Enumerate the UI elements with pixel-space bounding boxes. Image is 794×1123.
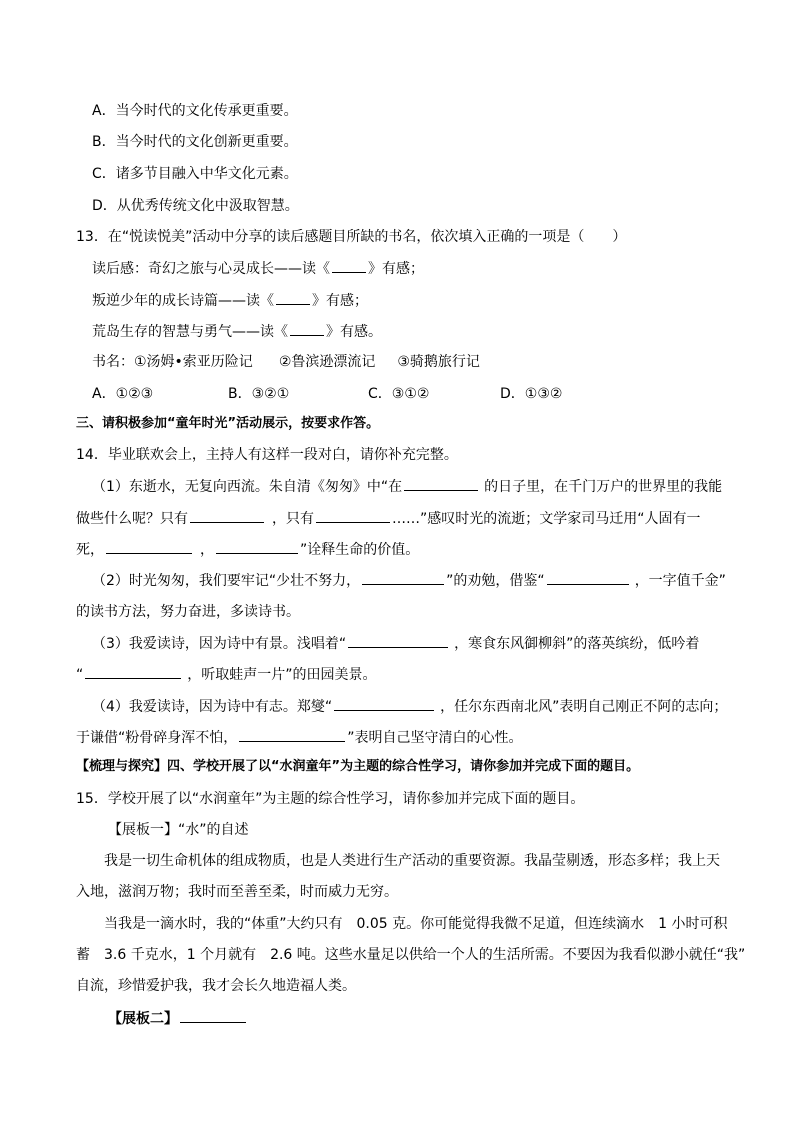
q13-line-1	[92, 258, 424, 279]
q14-p2-text-b: ”的劝勉，借鉴“	[446, 573, 545, 589]
q14-p1-text-g: ，	[200, 542, 214, 558]
q13-option-d: D．①③②	[500, 386, 563, 402]
q14-p3-text-c: “	[76, 667, 84, 683]
q13-book-1: ①汤姆•索亚历险记	[134, 354, 253, 370]
q14-blank-3[interactable]	[316, 508, 390, 523]
q14-p2-text-a: （2）时光匆匆，我们要牢记“少壮不努力，	[92, 573, 361, 589]
q14-blank-2[interactable]	[190, 508, 264, 523]
board-1-para-2-line-3: 自流，珍惜爱护我，我才会长久地造福人类。	[76, 978, 356, 994]
q14-p3-text-d: ，听取蛙声一片”的田园美景。	[187, 667, 377, 683]
q13-book-list	[92, 352, 480, 372]
q14-p1-text-b: 的日子里，在千门万户的世界里的我能	[484, 479, 723, 495]
q15-stem: 15．学校开展了以“水润童年”为主题的综合性学习，请你参加并完成下面的题目。	[76, 791, 585, 807]
board-2-blank[interactable]	[180, 1008, 246, 1023]
q14-blank-8[interactable]	[348, 633, 448, 648]
q14-part-1-line-3	[76, 539, 419, 560]
q14-blank-10[interactable]	[334, 696, 434, 711]
q14-p1-text-e: ……”感叹时光的流逝；文学家司马迁用“人固有一	[392, 511, 701, 527]
q13-book-2: ②鲁滨逊漂流记	[278, 354, 376, 370]
q13-line-3	[92, 321, 382, 342]
board-2-title: 【展板二】	[108, 1011, 178, 1027]
q13-option-a: A．①②③	[92, 386, 154, 402]
board-1-title: 【展板一】“水”的自述	[108, 822, 249, 838]
q12-option-a: A．当今时代的文化传承更重要。	[92, 103, 298, 119]
q14-blank-5[interactable]	[216, 539, 298, 554]
board-1-para-1-line-1: 我是一切生命机体的组成物质，也是人类进行生产活动的重要资源。我晶莹剔透，形态多样；我上天	[104, 853, 720, 869]
q12-option-c: C．诸多节目融入中华文化元素。	[92, 166, 298, 182]
q13-line-2	[92, 290, 368, 311]
q13-line-1-pre: 读后感：奇幻之旅与心灵成长——读《	[92, 261, 330, 277]
q13-blank-1[interactable]	[332, 258, 366, 273]
q13-line-1-post: 》有感；	[368, 261, 424, 277]
q14-p1-text-c: 做些什么呢？只有	[76, 511, 188, 527]
board-2-title-line	[108, 1008, 248, 1029]
board-1-para-1-line-2: 入地，滋润万物；我时而至善至柔，时而威力无穷。	[76, 884, 398, 900]
q14-blank-4[interactable]	[106, 539, 192, 554]
board-1-para-2-line-2: 蓄 3.6 千克水，1 个月就有 2.6 吨。这些水量足以供给一个人的生活所需。不要因为我看似渺小就任“我”	[76, 947, 746, 963]
q14-p4-text-d: ”表明自己坚守清白的心性。	[347, 730, 523, 746]
section-4-heading: 【梳理与探究】四、学校开展了以“水润童年”为主题的综合性学习，请你参加并完成下面的题目。	[76, 759, 640, 774]
q14-part-4-line-2	[76, 727, 523, 748]
q14-stem: 14．毕业联欢会上，主持人有这样一段对白，请你补充完整。	[76, 447, 458, 463]
q13-book-3: ③骑鹅旅行记	[397, 354, 480, 370]
q14-blank-6[interactable]	[362, 570, 444, 585]
q14-p3-text-b: ，寒食东风御柳斜”的落英缤纷，低吟着	[454, 636, 700, 652]
q14-blank-9[interactable]	[85, 664, 181, 679]
q14-part-4-line-1	[92, 696, 727, 717]
q14-p2-text-c: ，一字值千金”	[634, 573, 726, 589]
q14-p1-text-d: ，只有	[272, 511, 314, 527]
q14-part-1-line-2	[76, 508, 701, 529]
q14-part-3-line-2	[76, 664, 377, 685]
q12-option-d: D．从优秀传统文化中汲取智慧。	[92, 198, 299, 214]
q14-part-2-line-1	[92, 570, 726, 591]
section-3-heading: 三、请积极参加“童年时光”活动展示，按要求作答。	[76, 416, 380, 431]
q14-blank-7[interactable]	[547, 570, 629, 585]
q14-blank-1[interactable]	[404, 476, 478, 491]
q12-option-b: B．当今时代的文化创新更重要。	[92, 134, 298, 150]
q14-part-1-line-1	[92, 476, 722, 497]
q13-line-2-post: 》有感；	[312, 293, 368, 309]
q14-p1-text-h: ”诠释生命的价值。	[300, 542, 420, 558]
q14-part-3-line-1	[92, 633, 699, 654]
q13-line-3-pre: 荒岛生存的智慧与勇气——读《	[92, 324, 288, 340]
q14-part-2-line-2: 的读书方法，努力奋进，多读诗书。	[76, 604, 300, 620]
q14-p3-text-a: （3）我爱读诗，因为诗中有景。浅唱着“	[92, 636, 347, 652]
q13-books-label: 书名：	[92, 354, 134, 370]
q13-stem: 13．在“悦读悦美”活动中分享的读后感题目所缺的书名，依次填入正确的一项是（ ）	[76, 229, 627, 245]
q13-line-3-post: 》有感。	[326, 324, 382, 340]
q14-p4-text-a: （4）我爱读诗，因为诗中有志。郑燮“	[92, 699, 333, 715]
q14-p4-text-b: ，任尔东西南北风”表明自己刚正不阿的志向；	[440, 699, 728, 715]
q13-blank-2[interactable]	[276, 290, 310, 305]
q14-p1-text-a: （1）东逝水，无复向西流。朱自清《匆匆》中“在	[92, 479, 403, 495]
q13-blank-3[interactable]	[290, 321, 324, 336]
q13-option-b: B．③②①	[228, 386, 290, 402]
q14-blank-11[interactable]	[239, 727, 345, 742]
q14-p1-text-f: 死，	[76, 542, 104, 558]
q13-line-2-pre: 叛逆少年的成长诗篇——读《	[92, 293, 274, 309]
q13-option-c: C．③①②	[368, 386, 430, 402]
board-1-para-2-line-1: 当我是一滴水时，我的“体重”大约只有 0.05 克。你可能觉得我微不足道，但连续滴水 1 小时可积	[104, 916, 728, 932]
q14-p4-text-c: 于谦借“粉骨碎身浑不怕，	[76, 730, 238, 746]
